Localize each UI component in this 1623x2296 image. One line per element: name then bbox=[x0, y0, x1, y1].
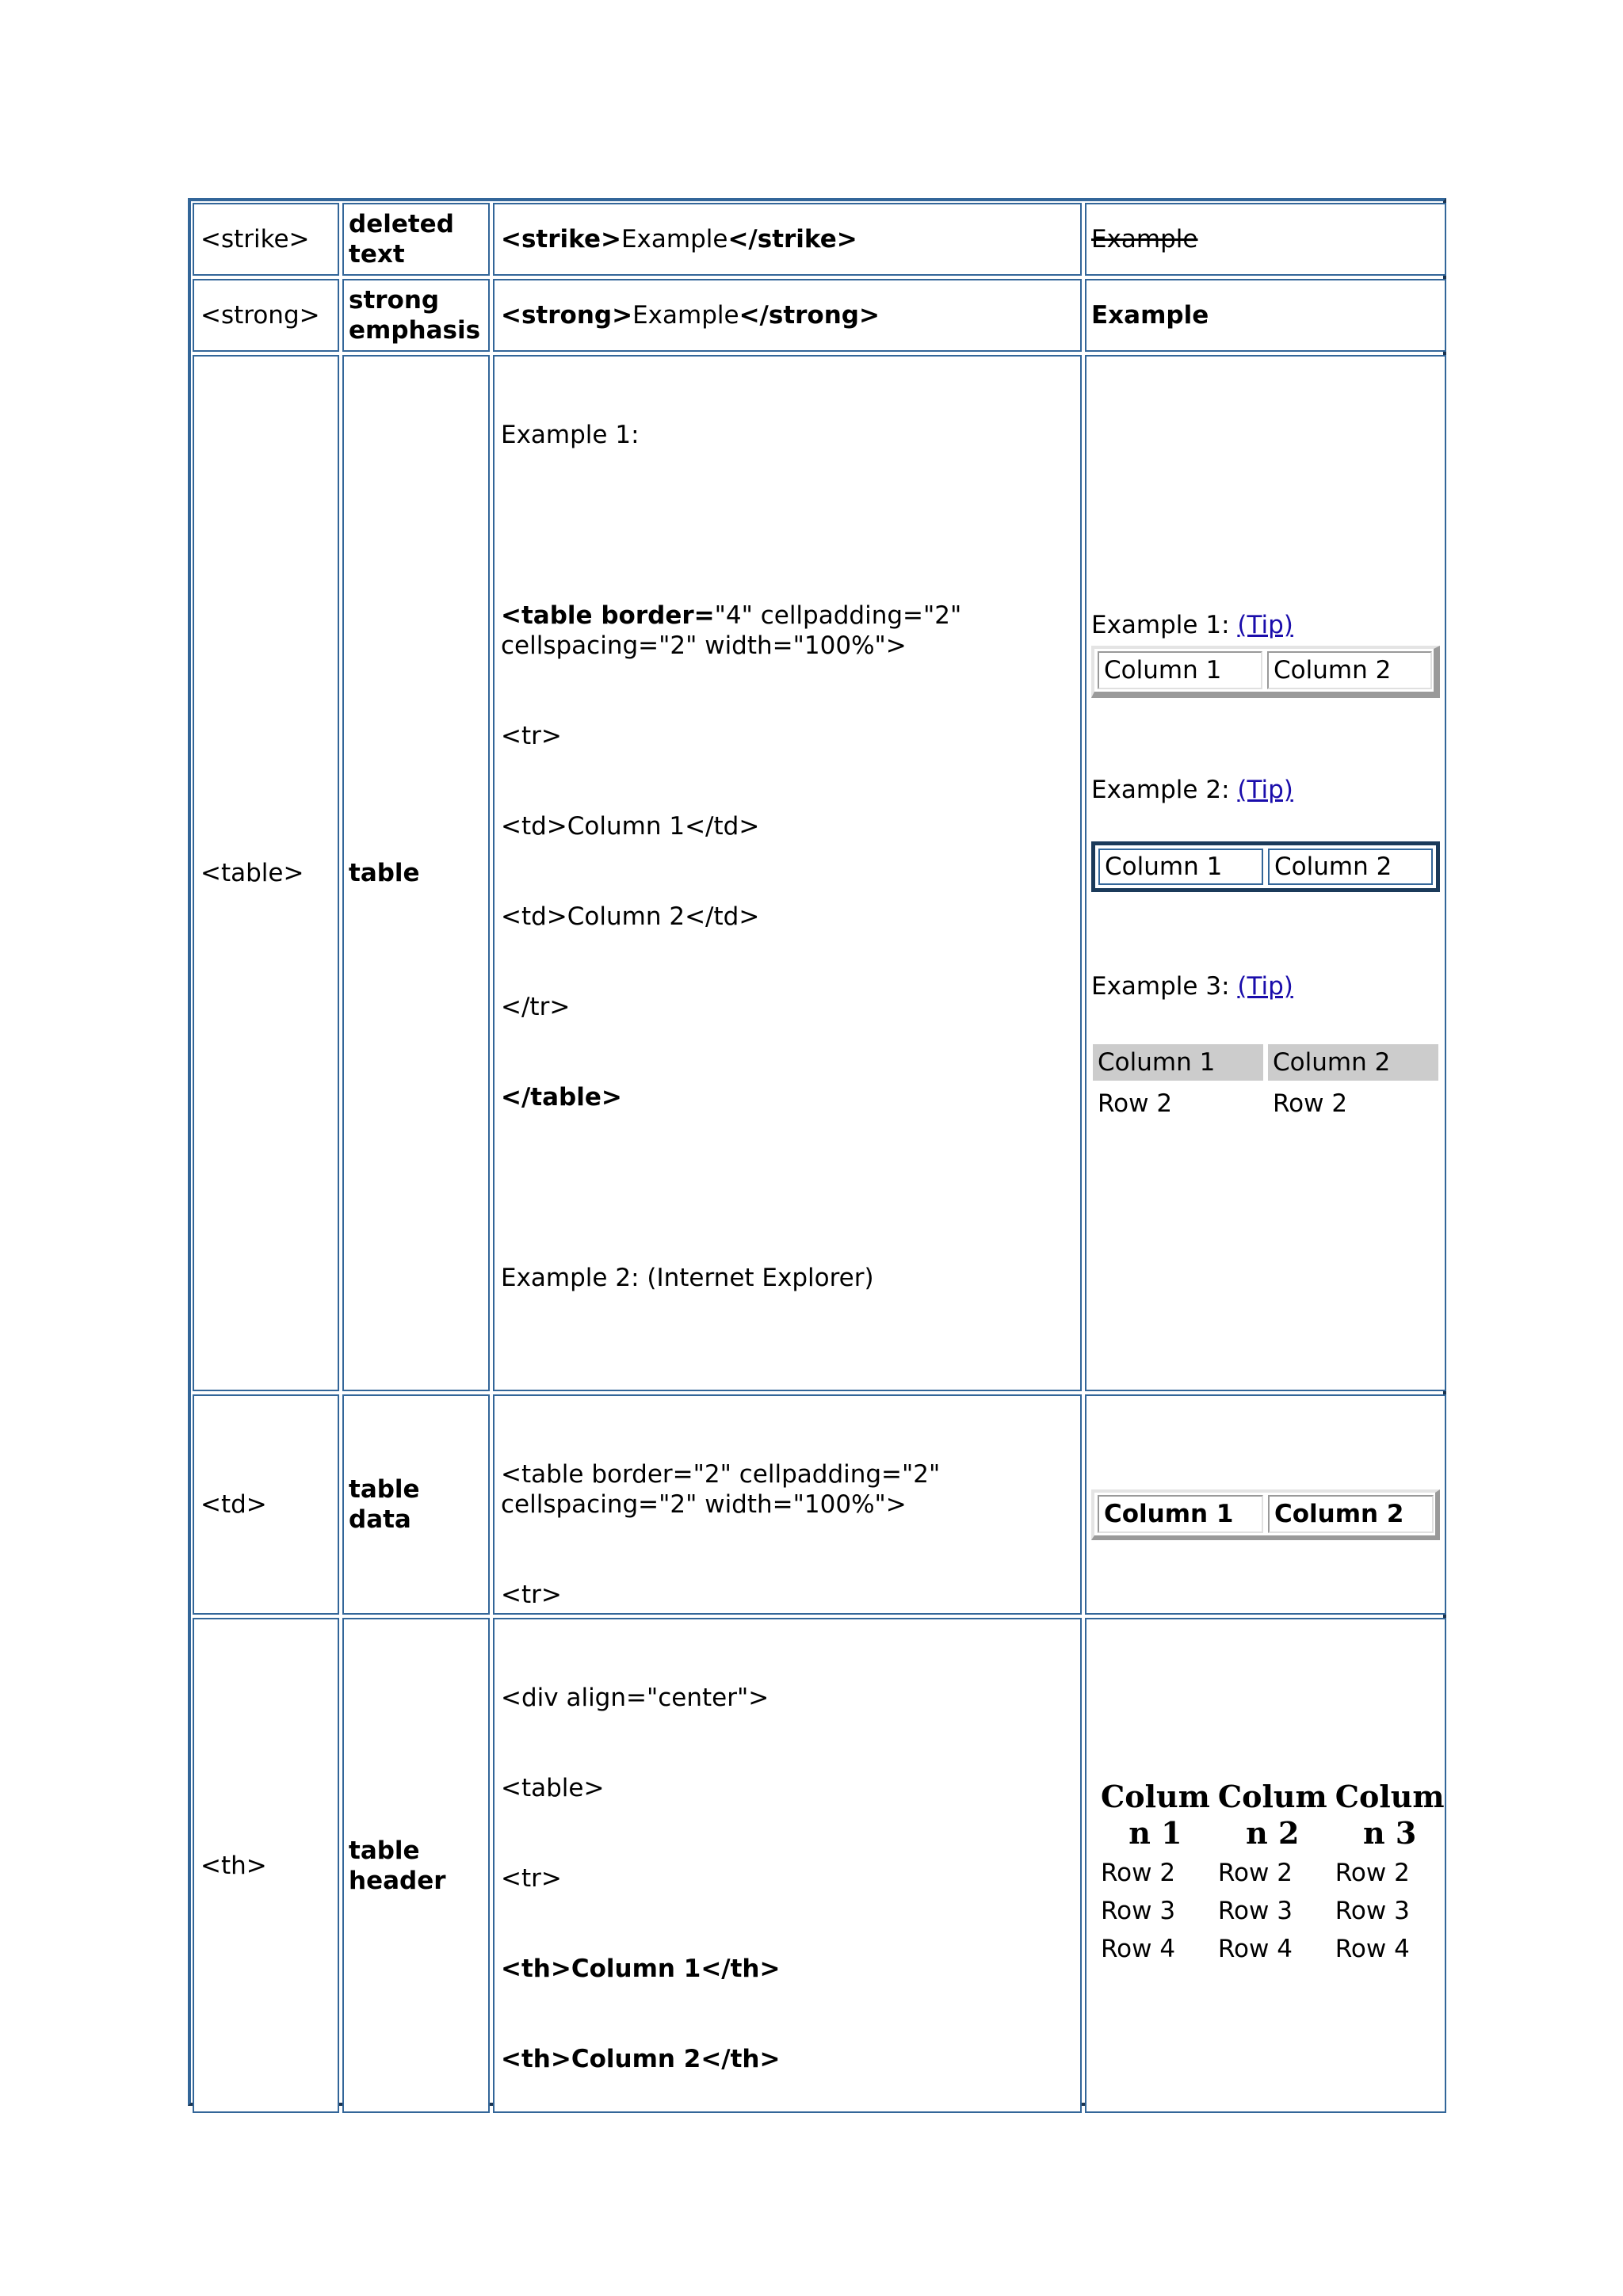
result-cell-th bbox=[1085, 1618, 1446, 2113]
result-cell-td bbox=[1085, 1394, 1446, 1615]
demo-cell: Column 2 bbox=[1268, 849, 1433, 885]
demo-header-cell: Colum n 2 bbox=[1217, 1779, 1327, 1851]
code-text: Example bbox=[632, 301, 739, 330]
tag-cell-strike: <strike> bbox=[193, 203, 339, 276]
demo-cell: Column 2 bbox=[1268, 1495, 1434, 1533]
code-line: <tr> bbox=[501, 1864, 562, 1893]
demo-example1-label: Example 1: (Tip) bbox=[1091, 611, 1293, 639]
demo-cell: Row 2 bbox=[1098, 1089, 1173, 1118]
code-line: </tr> bbox=[501, 993, 571, 1021]
code-text: Example bbox=[621, 225, 728, 254]
code-line: <tr> bbox=[501, 722, 562, 750]
demo-table-example3 bbox=[1091, 1043, 1440, 1123]
tag-cell-td: <td> bbox=[193, 1394, 339, 1615]
description-cell-table: table bbox=[342, 355, 490, 1391]
tip-link[interactable]: (Tip) bbox=[1237, 776, 1293, 804]
tip-link[interactable]: (Tip) bbox=[1237, 972, 1293, 1001]
demo-cell: Column 1 bbox=[1098, 849, 1263, 885]
demo-table-example1 bbox=[1091, 646, 1440, 698]
demo-cell: Row 3 bbox=[1335, 1897, 1410, 1925]
code-open-tag: <strike> bbox=[501, 225, 621, 254]
result-cell-strong bbox=[1085, 279, 1446, 352]
demo-cell: Row 3 bbox=[1217, 1897, 1293, 1925]
html-tag-reference-table bbox=[188, 198, 1446, 2106]
demo-cell: Row 3 bbox=[1101, 1897, 1176, 1925]
code-cell-strong bbox=[493, 279, 1082, 352]
tag-cell-th: <th> bbox=[193, 1618, 339, 2113]
code-close-tag: </strike> bbox=[727, 225, 857, 254]
demo-cell: Row 2 bbox=[1335, 1859, 1410, 1887]
code-cell-strike bbox=[493, 203, 1082, 276]
demo-cell: Row 2 bbox=[1101, 1859, 1176, 1887]
description-cell-strike: deleted text bbox=[342, 203, 490, 276]
code-cell-th bbox=[493, 1618, 1082, 2113]
demo-cell: Column 2 bbox=[1267, 651, 1432, 689]
code-line-bold: <th>Column 2</th> bbox=[501, 2045, 781, 2073]
strike-example-result: Example bbox=[1091, 225, 1198, 254]
tag-cell-table: <table> bbox=[193, 355, 339, 1391]
demo-cell: Row 4 bbox=[1217, 1935, 1293, 1963]
code-line-bold: <th>Column 1</th> bbox=[501, 1955, 781, 1983]
code-cell-td bbox=[493, 1394, 1082, 1615]
strong-example-result: Example bbox=[1091, 301, 1209, 330]
code-line: <div align="center"> bbox=[501, 1684, 769, 1712]
code-open-tag: <strong> bbox=[501, 301, 633, 330]
code-line: <table border="2" cellpadding="2" cellspacing="2" width="100%"> bbox=[501, 1460, 949, 1519]
code-line: <tr> bbox=[501, 1581, 562, 1609]
demo-cell: Row 2 bbox=[1217, 1859, 1293, 1887]
demo-example3-label: Example 3: (Tip) bbox=[1091, 972, 1293, 1001]
demo-cell: Row 4 bbox=[1101, 1935, 1176, 1963]
example2-heading: Example 2: (Internet Explorer) bbox=[501, 1264, 874, 1292]
result-cell-table bbox=[1085, 355, 1446, 1391]
demo-table-td bbox=[1091, 1489, 1440, 1540]
demo-example2-label: Example 2: (Tip) bbox=[1091, 776, 1293, 804]
code-line: <td>Column 2</td> bbox=[501, 902, 760, 931]
demo-table-th bbox=[1094, 1774, 1446, 1970]
tip-link[interactable]: (Tip) bbox=[1237, 611, 1293, 639]
example1-table-open: <table border="4" cellpadding="2" cellspacing="2" width="100%"> bbox=[501, 601, 970, 660]
demo-cell: Row 2 bbox=[1273, 1089, 1348, 1118]
example1-table-close: </table> bbox=[501, 1083, 622, 1112]
code-line: <td>Column 1</td> bbox=[501, 812, 760, 841]
demo-cell: Column 1 bbox=[1098, 651, 1262, 689]
code-cell-table bbox=[493, 355, 1082, 1391]
demo-cell: Column 1 bbox=[1098, 1495, 1263, 1533]
code-close-tag: </strong> bbox=[739, 301, 880, 330]
description-cell-strong: strong emphasis bbox=[342, 279, 490, 352]
demo-cell: Row 4 bbox=[1335, 1935, 1410, 1963]
code-line: <table> bbox=[501, 1774, 605, 1802]
example1-heading: Example 1: bbox=[501, 421, 640, 449]
tag-cell-strong: <strong> bbox=[193, 279, 339, 352]
demo-header-cell: Colum n 3 bbox=[1335, 1779, 1445, 1851]
demo-header-cell: Column 2 bbox=[1268, 1044, 1438, 1081]
result-cell-strike bbox=[1085, 203, 1446, 276]
demo-table-example2 bbox=[1091, 841, 1440, 892]
description-cell-th: table header bbox=[342, 1618, 490, 2113]
demo-header-cell: Colum n 1 bbox=[1101, 1779, 1210, 1851]
description-cell-td: table data bbox=[342, 1394, 490, 1615]
demo-header-cell: Column 1 bbox=[1093, 1044, 1263, 1081]
